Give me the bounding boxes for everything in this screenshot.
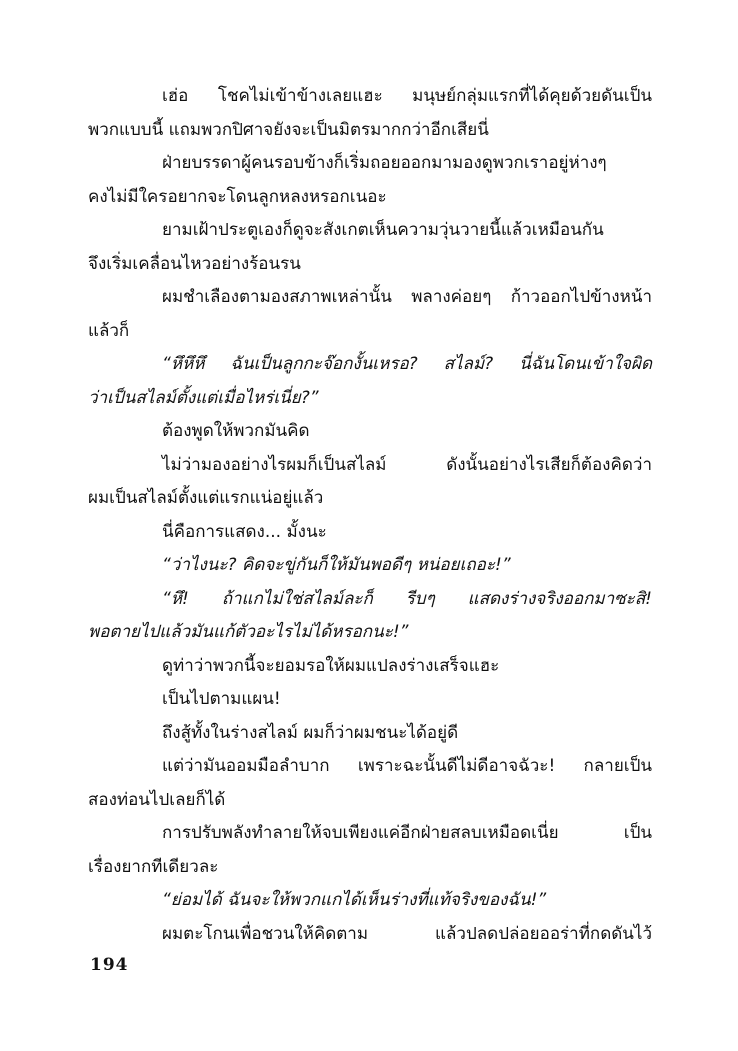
text-line: ต้องพูดให้พวกมันคิด bbox=[162, 421, 310, 441]
text-line: เรื่องยากทีเดียวละ bbox=[88, 856, 219, 877]
text-line: ยามเฝ้าประตูเองก็ดูจะสังเกตเห็นความวุ่นวายนี้แล้วเหมือนกัน bbox=[162, 220, 604, 240]
page-number: 194 bbox=[90, 955, 129, 975]
text-line: ผมเป็นสไลม์ตั้งแต่แรกแน่อยู่แล้ว bbox=[88, 488, 324, 508]
text-line: แล้วก็ bbox=[88, 320, 130, 341]
body-text bbox=[88, 80, 652, 951]
text-line: “ว่าไงนะ? คิดจะขู่กันก็ให้มันพอดีๆ หน่อยเถอะ!” bbox=[162, 555, 511, 575]
text-line: “หึ! ถ้าแกไม่ใช่สไลม์ละก็ รีบๆ แสดงร่างจริงออกมาซะสิ! bbox=[162, 588, 652, 609]
text-line: เป็นไปตามแผน! bbox=[162, 689, 281, 709]
text-line: จึงเริ่มเคลื่อนไหวอย่างร้อนรน bbox=[88, 253, 301, 274]
text-line: ดูท่าว่าพวกนี้จะยอมรอให้ผมแปลงร่างเสร็จแฮะ bbox=[162, 655, 500, 676]
text-line: เฮ่อ โชคไม่เข้าข้างเลยแฮะ มนุษย์กลุ่มแรกที่ได้คุยด้วยดันเป็น bbox=[162, 86, 652, 106]
text-line: การปรับพลังทำลายให้จบเพียงแค่อีกฝ่ายสลบเหมือดเนี่ย เป็น bbox=[162, 823, 652, 843]
text-line: ถึงสู้ทั้งในร่างสไลม์ ผมก็ว่าผมชนะได้อยู่ดี bbox=[162, 722, 459, 743]
text-line: ไม่ว่ามองอย่างไรผมก็เป็นสไลม์ ดังนั้นอย่างไรเสียก็ต้องคิดว่า bbox=[162, 454, 652, 475]
text-line: ผมตะโกนเพื่อชวนให้คิดตาม แล้วปลดปล่อยออร่าที่กดดันไว้ bbox=[162, 923, 652, 944]
text-line: ผมชำเลืองตามองสภาพเหล่านั้น พลางค่อยๆ ก้าวออกไปข้างหน้า bbox=[162, 287, 652, 307]
text-line: พวกแบบนี้ แถมพวกปิศาจยังจะเป็นมิตรมากกว่าอีกเสียนี่ bbox=[88, 119, 489, 140]
text-line: “ย่อมได้ ฉันจะให้พวกแกได้เห็นร่างที่แท้จริงของฉัน!” bbox=[162, 890, 547, 910]
text-line: สองท่อนไปเลยก็ได้ bbox=[88, 789, 226, 810]
text-line: พอตายไปแล้วมันแก้ตัวอะไรไม่ได้หรอกนะ!” bbox=[88, 622, 409, 642]
text-line: ฝ่ายบรรดาผู้คนรอบข้างก็เริ่มถอยออกมามองดูพวกเราอยู่ห่างๆ bbox=[162, 153, 607, 173]
text-line: คงไม่มีใครอยากจะโดนลูกหลงหรอกเนอะ bbox=[88, 186, 387, 207]
text-line: นี่คือการแสดง... มั้งนะ bbox=[162, 521, 327, 542]
text-line: ว่าเป็นสไลม์ตั้งแต่เมื่อไหร่เนี่ย?” bbox=[88, 387, 319, 408]
text-line: “หึหึหึ ฉันเป็นลูกกะจ๊อกงั้นเหรอ? สไลม์? นี่ฉันโดนเข้าใจผิด bbox=[162, 354, 652, 374]
text-line: แต่ว่ามันออมมือลำบาก เพราะฉะนั้นดีไม่ดีอาจฉัวะ! กลายเป็น bbox=[162, 756, 652, 776]
